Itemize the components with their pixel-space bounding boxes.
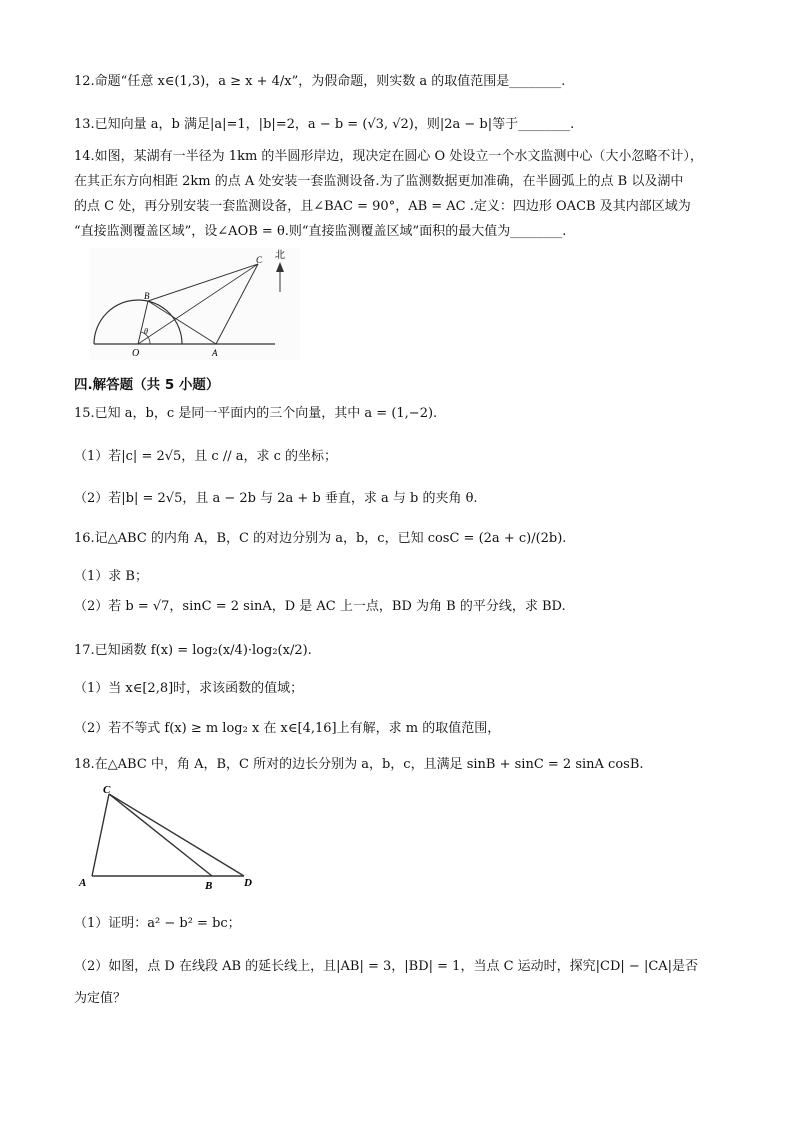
- q17-part1: （1）当 x∈[2,8]时，求该函数的值域；: [74, 681, 304, 696]
- section-heading: 四.解答题（共 5 小题）: [74, 377, 220, 393]
- q15-intro: 15.已知 a，b，c 是同一平面内的三个向量，其中 a = (1,−2).: [74, 406, 438, 421]
- label-O: O: [132, 348, 140, 359]
- q13-text: 13.已知向量 a，b 满足|a|=1，|b|=2，a − b = (√3, √2)，则|2a − b|等于________.: [74, 117, 575, 132]
- q16-intro: 16.记△ABC 的内角 A，B，C 的对边分别为 a，b，c，已知 cosC = (2a + c)/(2b).: [74, 531, 567, 546]
- q16-part1: （1）求 B；: [74, 569, 148, 584]
- q15-part1: （1）若|c| = 2√5，且 c // a，求 c 的坐标；: [74, 449, 338, 464]
- q18-intro: 18.在△ABC 中，角 A，B，C 所对的边长分别为 a，b，c，且满足 sinB + sinC = 2 sinA cosB.: [74, 757, 644, 772]
- q17-part2: （2）若不等式 f(x) ≥ m log₂ x 在 x∈[4,16]上有解，求 m 的取值范围，: [74, 721, 501, 736]
- label-C: C: [103, 784, 111, 796]
- q18-figure: [74, 782, 274, 892]
- q18-part2: （2）如图，点 D 在线段 AB 的延长线上，且|AB| = 3，|BD| = 1，当点 C 运动时，探究|CD| − |CA|是否: [74, 959, 699, 974]
- q16-part2: （2）若 b = √7，sinC = 2 sinA，D 是 AC 上一点，BD 为角 B 的平分线，求 BD.: [74, 599, 566, 614]
- q18-part2-cont: 为定值？: [74, 991, 127, 1006]
- label-A: A: [79, 877, 87, 889]
- label-C: C: [256, 255, 263, 265]
- q17-intro: 17.已知函数 f(x) = log₂(x/4)·log₂(x/2).: [74, 643, 312, 658]
- label-A: A: [212, 348, 218, 358]
- q14-line2: 在其正东方向相距 2km 的点 A 处安装一套监测设备.为了监测数据更加准确，在半圆弧上的点 B 以及湖中: [74, 174, 684, 189]
- label-B: B: [205, 880, 213, 892]
- q15-part2: （2）若|b| = 2√5，且 a − 2b 与 2a + b 垂直，求 a 与 b 的夹角 θ.: [74, 491, 478, 506]
- label-north: 北: [275, 250, 285, 261]
- q14-line3: 的点 C 处，再分别安装一套监测设备，且∠BAC = 90°，AB = AC .定义：四边形 OACB 及其内部区域为: [74, 199, 691, 214]
- label-D: D: [244, 877, 252, 889]
- q14-line4: “直接监测覆盖区域”，设∠AOB = θ.则“直接监测覆盖区域”面积的最大值为________.: [74, 224, 567, 239]
- q14-line1: 14.如图，某湖有一半径为 1km 的半圆形岸边，现决定在圆心 O 处设立一个水文监测中心（大小忽略不计），: [74, 149, 703, 164]
- q18-part1: （1）证明：a² − b² = bc；: [74, 916, 241, 931]
- q14-figure: [90, 248, 300, 360]
- label-B: B: [144, 291, 150, 301]
- q12-text: 12.命题“任意 x∈(1,3)，a ≥ x + 4/x”，为假命题，则实数 a 的取值范围是________.: [74, 74, 566, 89]
- label-theta: θ: [144, 327, 148, 336]
